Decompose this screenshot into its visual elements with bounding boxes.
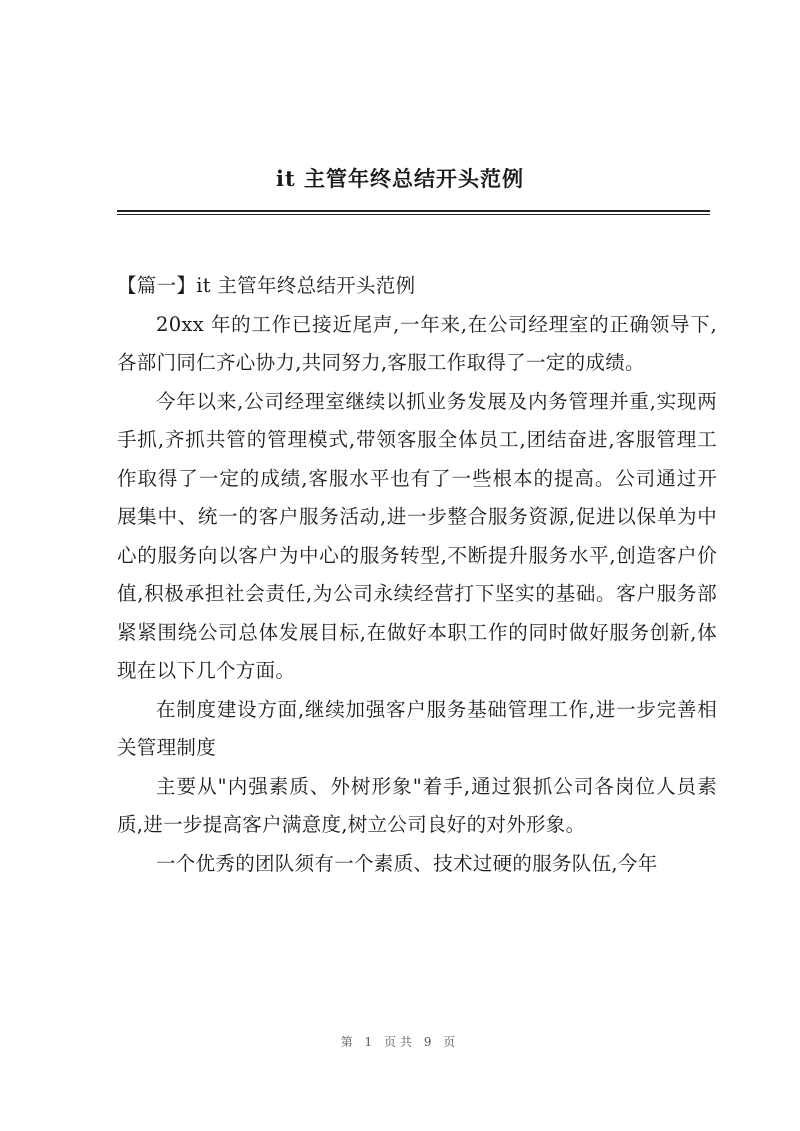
paragraph-5: 一个优秀的团队须有一个素质、技术过硬的服务队伍,今年 xyxy=(156,851,658,875)
document-title: it 主管年终总结开头范例 xyxy=(276,166,524,191)
paragraph-3: 在制度建设方面,继续加强客户服务基础管理工作,进一步完善相关管理制度 xyxy=(117,697,717,759)
document-body xyxy=(117,267,717,883)
paragraph-1: 20xx 年的工作已接近尾声,一年来,在公司经理室的正确领导下,各部门同仁齐心协力,共同努力,客服工作取得了一定的成绩。 xyxy=(117,312,717,374)
title-underline-thin xyxy=(117,214,710,215)
title-underline-thick xyxy=(117,210,710,212)
page-footer: 第 1 页共 9 页 xyxy=(340,1035,460,1049)
paragraph-4: 主要从"内强素质、外树形象"着手,通过狠抓公司各岗位人员素质,进一步提高客户满意度,树立公司良好的对外形象。 xyxy=(117,774,717,836)
paragraph-2: 今年以来,公司经理室继续以抓业务发展及内务管理并重,实现两手抓,齐抓共管的管理模式,带领客服全体员工,团结奋进,客服管理工作取得了一定的成绩,客服水平也有了一些根本的提高。公司通过开展集中、统一的客户服务活动,进一步整合服务资源,促进以保单为中心的服务向以客户为中心的服务转型,不断提升服务水平,创造客户价值,积极承担社会责任,为公司永续经营打下坚实的基础。客户服务部紧紧围绕公司总体发展目标,在做好本职工作的同时做好服务创新,体现在以下几个方面。 xyxy=(117,389,717,682)
section-heading: 【篇一】it 主管年终总结开头范例 xyxy=(117,274,416,297)
